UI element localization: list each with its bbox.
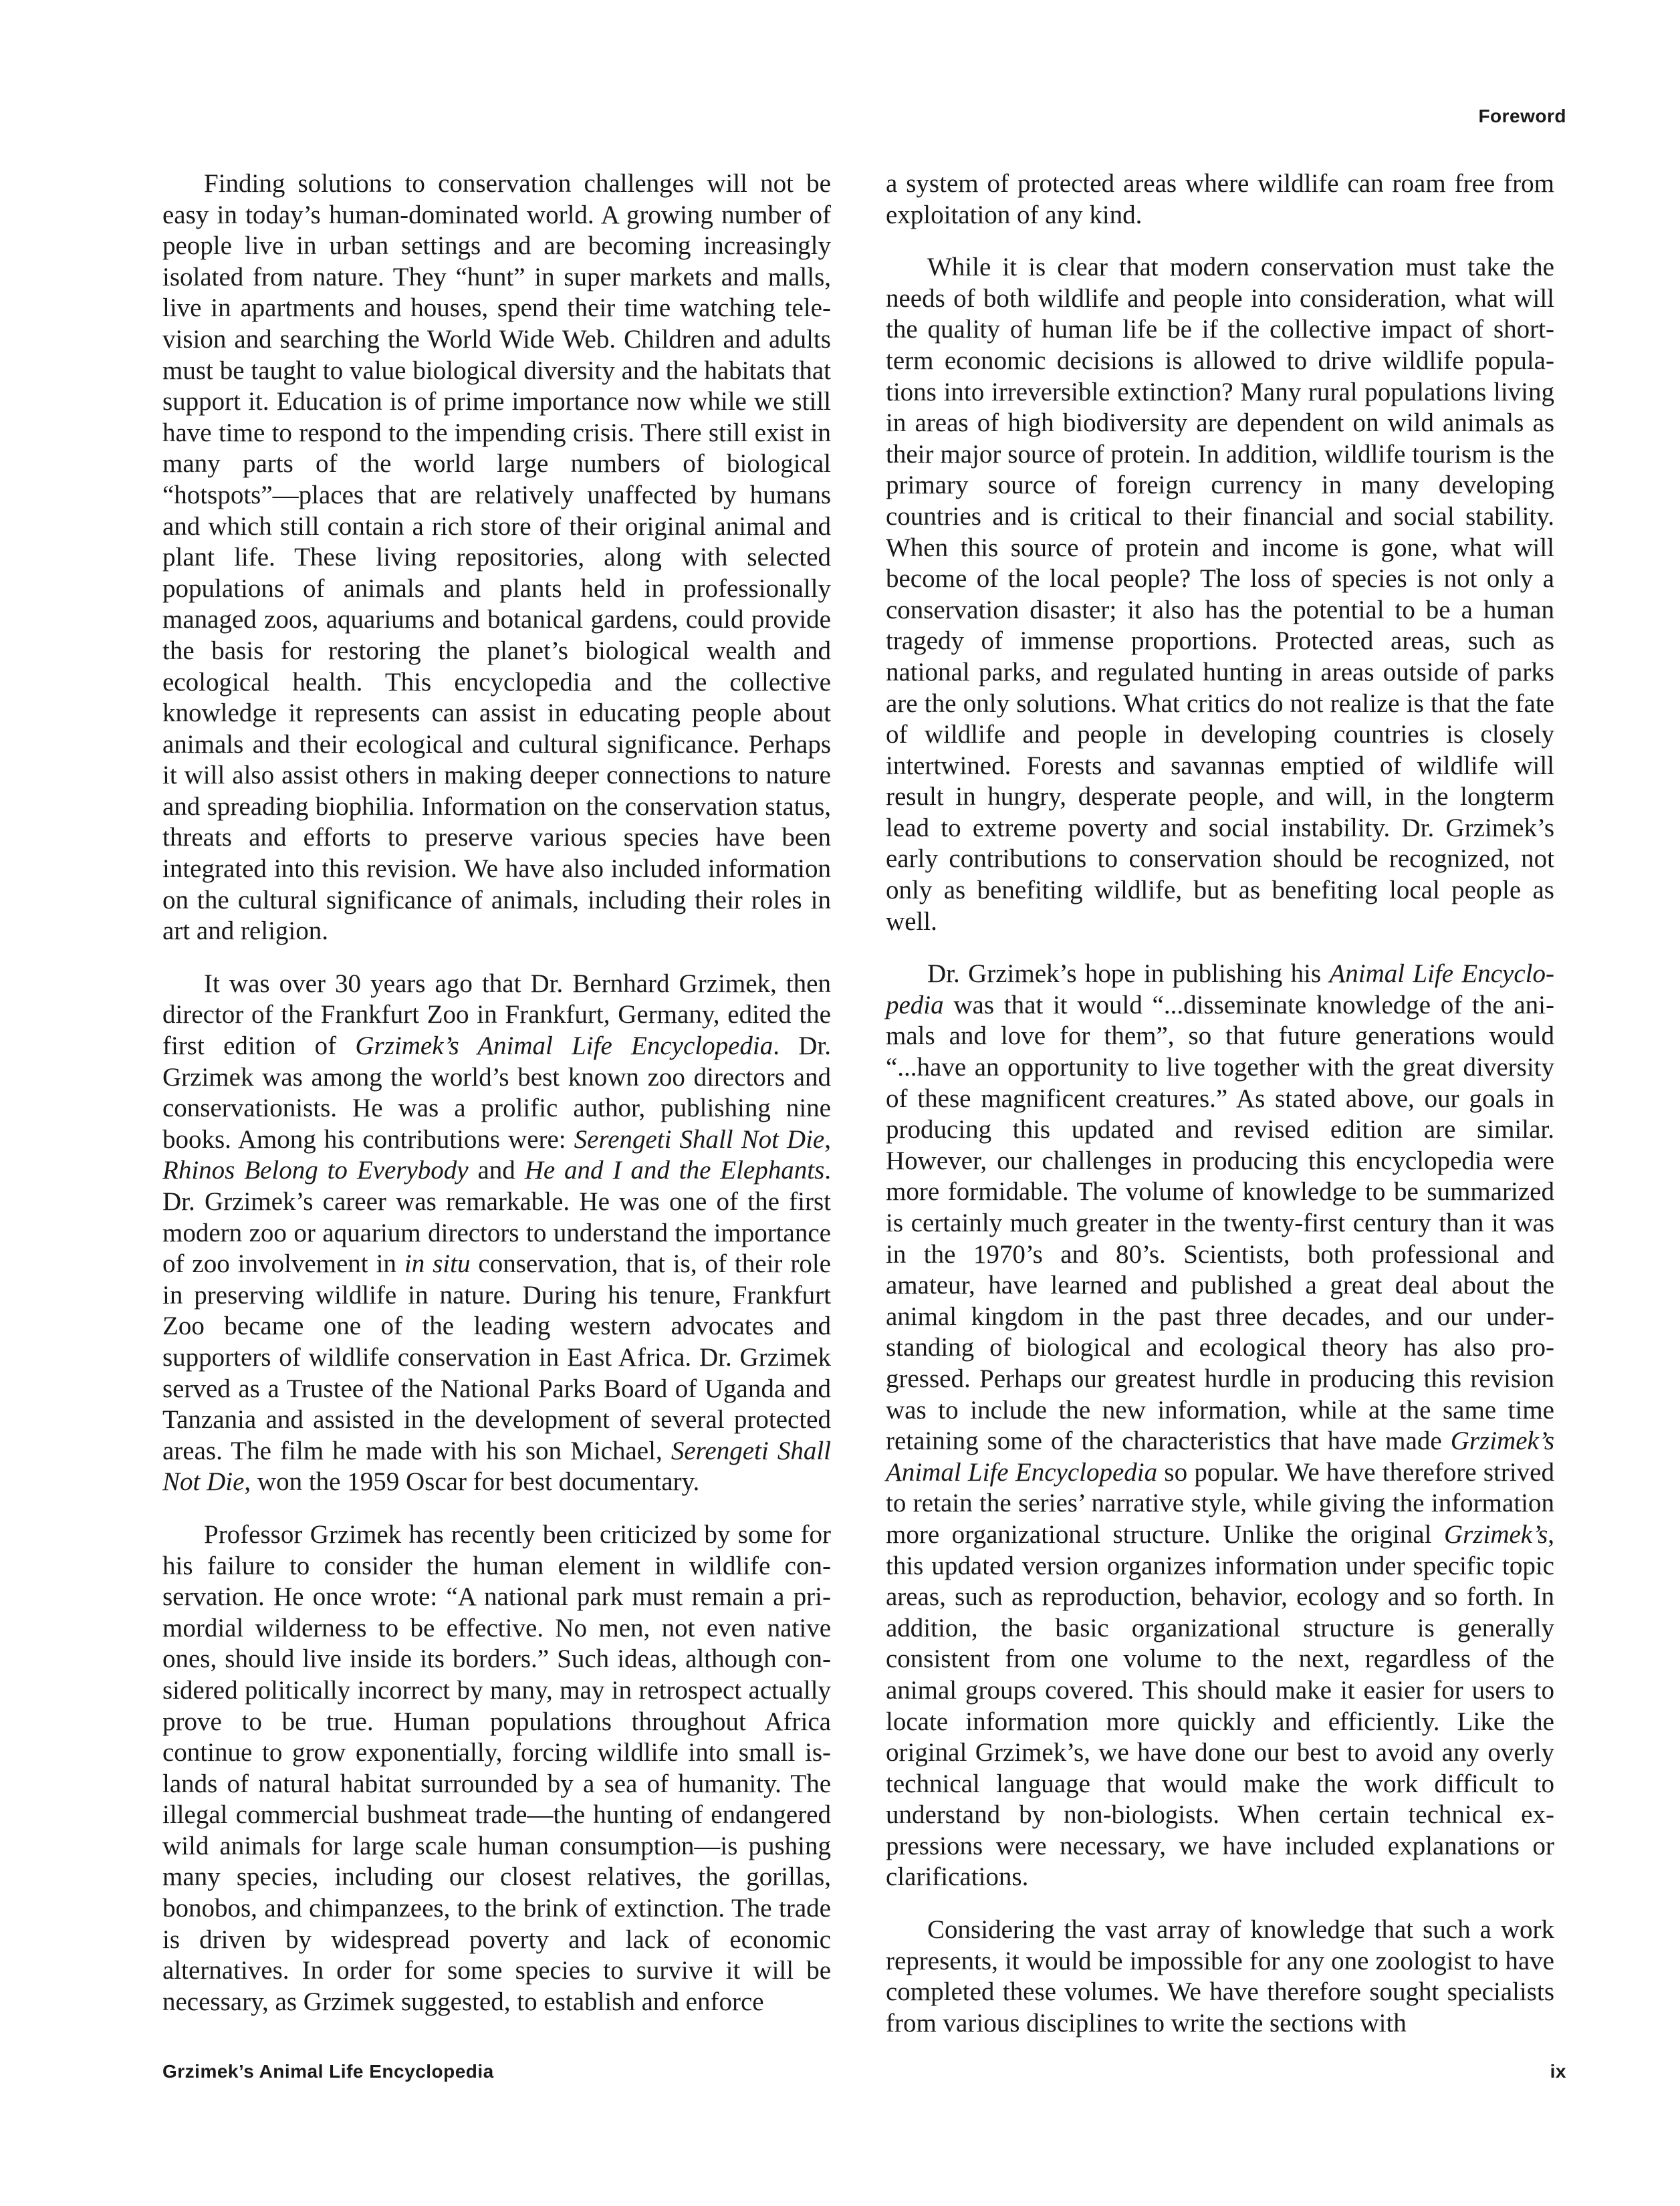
italic-title: Grzimek’s Animal Life Encyclopedia [886,1427,1554,1487]
italic-title: Serengeti Shall Not Die [162,1436,831,1497]
text-run: so popular. We have therefore strived to retain the series’ narrative style, while giving the information more organizational structure. Unlike the original [886,1457,1554,1549]
text-run: . Dr. Grzimek’s career was remarkable. He was one of the first modern zoo or aquarium directors to understand the importance of zoo involvement in [162,1156,832,1279]
text-run: , won the 1959 Oscar for best documentary. [244,1467,700,1497]
left-column [162,168,831,2017]
paragraph-continuation: a system of protected areas where wildlife can roam free from exploitation of any kind. [886,169,1554,229]
paragraph-specialists: Considering the vast array of knowledge that such a work represents, it would be impossible for any one zoologist to have completed these volumes. We have therefore sought specialists from various disciplines to write the sections with [886,1915,1554,2038]
text-run: and [468,1156,525,1185]
italic-title: Grzimek’s [1443,1519,1548,1549]
footer-publication-title: Grzimek’s Animal Life Encyclopedia [162,2061,494,2082]
italic-title: Animal Life Encyclopedia [886,959,1554,1019]
paragraph-conservation-challenges: Finding solutions to conservation challenges will not be easy in today’s human-dominated world. A growing number of people live in urban settings and are becoming increasingly isolated from nature. They “hunt” in super markets and malls, live in apartments and houses, spend their time watching television and searching the World Wide Web. Children and adults must be taught to value biological diversity and the habitats that support it. Education is of prime importance now while we still have time to respond to the impending crisis. There still exist in many parts of the world large numbers of biological “hotspots”—places that are relatively unaffected by humans and which still contain a rich store of their original animal and plant life. These living repositories, along with selected populations of animals and plants held in professionally managed zoos, aquariums and botanical gardens, could provide the basis for restoring the planet’s biological wealth and ecological health. This encyclopedia and the collective knowledge it represents can assist in educating people about animals and their ecological and cultural significance. Perhaps it will also assist others in making deeper connections to nature and spreading biophilia. Information on the conservation status, threats and efforts to preserve various species have been integrated into this revision. We have also included information on the cultural significance of animals, including their roles in art and religion. [162,169,831,946]
running-head: Foreword [1478,106,1566,126]
text-run: . Dr. Grzimek was among the world’s best known zoo directors and conservationists. He was a prolific author, publishing nine books. Among his contributions were: [162,1031,831,1154]
text-run: It was over 30 years ago that Dr. Bernhard Grzimek, then director of the Frankfurt Zoo in Frankfurt, Germany, edited the first edition of [162,969,831,1061]
italic-title: Grzimek’s Animal Life Encyclopedia [355,1031,773,1061]
page-number: ix [1550,2061,1566,2082]
italic-title: Serengeti Shall Not Die [574,1124,825,1154]
text-run: conservation, that is, of their role in preserving wildlife in nature. During his tenure, Frankfurt Zoo became one of the leading western advocates and supporters of wildlife conservation in East Africa. Dr. Grzimek served as a Trustee of the National Parks Board of Uganda and Tanzania and assisted in the development of several protected areas. The film he made with his son Michael, [162,1249,831,1465]
italic-term: in situ [404,1249,471,1279]
paragraph-grzimek-criticism: Professor Grzimek has recently been criticized by some for his failure to consider the human element in wildlife conservation. He once wrote: “A national park must remain a primordial wilderness to be effective. No men, not even native ones, should live inside its borders.” Such ideas, although considered politically incorrect by many, may in retrospect actually prove to be true. Human populations throughout Africa continue to grow exponentially, forcing wildlife into small islands of natural habitat surrounded by a sea of humanity. The illegal commercial bushmeat trade—the hunting of endangered wild animals for large scale human consumption—is pushing many species, including our closest relatives, the gorillas, bonobos, and chimpanzees, to the brink of extinction. The trade is driven by widespread poverty and lack of economic alternatives. In order for some species to survive it will be necessary, as Grzimek suggested, to establish and enforce [162,1519,831,2016]
paragraph-grzimek-biography [162,969,831,1498]
text-run: , [824,1124,831,1154]
text-run: was that it would “...disseminate knowledge of the animals and love for them”, so that future generations would “...have an opportunity to live together with the great diversity of these magnificent creatures.” As stated above, our goals in producing this updated and revised edition are similar. However, our challenges in producing this encyclopedia were more formidable. The volume of knowledge to be summarized is certainly much greater in the twenty-first century than it was in the 1970’s and 80’s. Scientists, both professional and amateur, have learned and published a great deal about the animal kingdom in the past three decades, and our understanding of biological and ecological theory has also progressed. Perhaps our greatest hurdle in producing this revision was to include the new information, while at the same time retaining some of the characteristics that have made [886,990,1554,1456]
right-column [886,168,1554,2039]
italic-title: Rhinos Belong to Everybody [162,1156,469,1185]
paragraph-encyclopedia-goals [886,959,1554,1893]
paragraph-human-tragedy: While it is clear that modern conservation must take the needs of both wildlife and people into consideration, what will the quality of human life be if the collective impact of shortterm economic decisions is allowed to drive wildlife populations into irreversible extinction? Many rural populations living in areas of high biodiversity are dependent on wild animals as their major source of protein. In addition, wildlife tourism is the primary source of foreign currency in many developing countries and is critical to their financial and social stability. When this source of protein and income is gone, what will become of the local people? The loss of species is not only a conservation disaster; it also has the potential to be a human tragedy of immense proportions. Protected areas, such as national parks, and regulated hunting in areas outside of parks are the only solutions. What critics do not realize is that the fate of wildlife and people in developing countries is closely intertwined. Forests and savannas emptied of wildlife will result in hungry, desperate people, and will, in the longterm lead to extreme poverty and social instability. Dr. Grzimek’s early contributions to conservation should be recognized, not only as benefiting wildlife, but as benefiting local people as well. [886,253,1554,936]
italic-title: He and I and the Elephants [524,1156,825,1185]
text-run: , this updated version organizes information under specific topic areas, such as reproduction, behavior, ecology and so forth. In addition, the basic organizational structure is generally consistent from one volume to the next, regardless of the animal groups covered. This should make it easier for users to locate information more quickly and efficiently. Like the original Grzimek’s, we have done our best to avoid any overly technical language that would make the work difficult to understand by non-biologists. When certain technical expressions were necessary, we have included explanations or clarifications. [886,1519,1554,1892]
text-run: Dr. Grzimek’s hope in publishing his [927,959,1330,989]
